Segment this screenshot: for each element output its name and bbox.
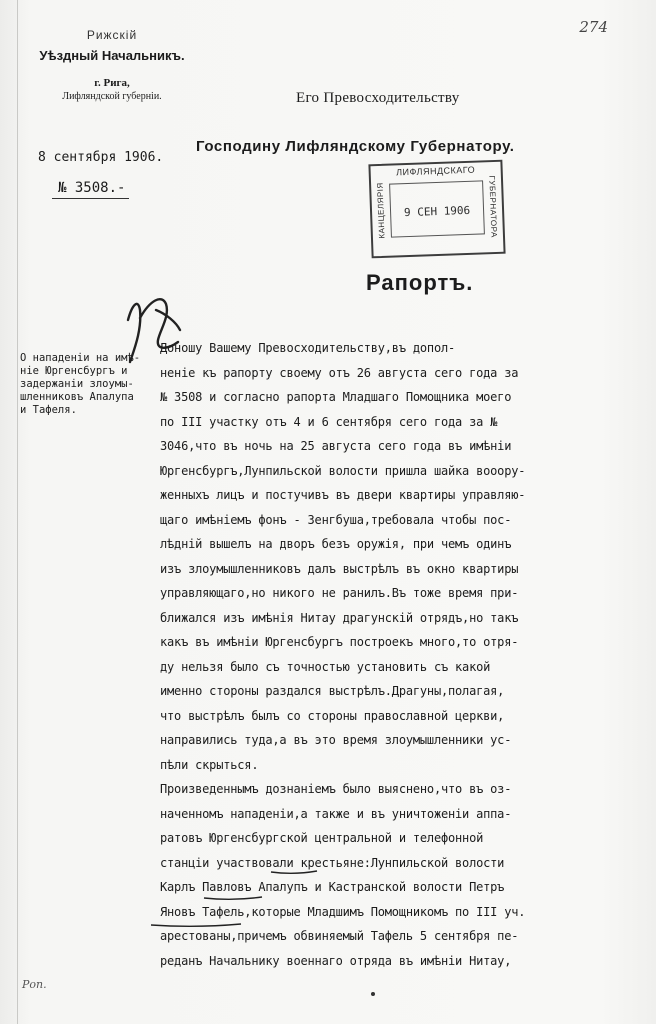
margin-rule — [17, 0, 18, 1024]
body-line: арестованы,причемъ обвиняемый Тафель 5 сентября пе- — [160, 929, 519, 943]
body-line: наченномъ нападеніи,а также и въ уничтоженіи аппа- — [160, 806, 512, 821]
body-line: что выстрѣлъ былъ со стороны православной церкви, — [160, 708, 505, 723]
addressee-line-2: Господину Лифляндскому Губернатору. — [196, 138, 515, 155]
ink-underline — [150, 922, 242, 928]
stamp-right-text: ГУБЕРНАТОРА — [487, 175, 499, 238]
letterhead-office: Уѣздный Начальникъ. — [39, 48, 185, 63]
ink-underline — [270, 869, 318, 875]
body-line: пѣли скрыться. — [160, 757, 259, 772]
body-line: Карлъ Павловъ Апалупъ и Кастранской волости Петръ — [160, 880, 505, 894]
body-line: какъ въ имѣніи Юргенсбургъ построекъ много,то отря- — [160, 635, 519, 649]
stamp-inner-frame — [389, 180, 485, 237]
body-line: ду нельзя было съ точностью установить съ какой — [160, 659, 491, 674]
body-line: именно стороны раздался выстрѣлъ.Драгуны,полагая, — [160, 684, 505, 698]
body-line: 3046,что въ ночь на 25 августа сего года въ имѣніи — [160, 439, 512, 453]
body-line: по III участку отъ 4 и 6 сентября сего года за № — [160, 414, 498, 429]
report-body — [160, 336, 620, 973]
letterhead-province: Лифляндской губерніи. — [62, 91, 162, 102]
body-line: № 3508 и согласно рапорта Младшаго Помощника моего — [160, 390, 512, 404]
body-line: станціи участвовали крестьяне:Лунпильской волости — [160, 855, 505, 870]
faint-background-stamp — [180, 220, 330, 250]
receipt-stamp — [368, 160, 505, 259]
body-line: Произведеннымъ дознаніемъ было выяснено,что въ оз- — [160, 782, 512, 796]
margin-note-line: задержаніи злоумы- — [20, 378, 134, 390]
report-title: Рапортъ. — [366, 270, 474, 295]
body-line: лѣдній вышелъ на дворъ безъ оружія, при чемъ одинъ — [160, 537, 512, 551]
pencil-note: Роп. — [22, 978, 47, 991]
stamp-top-text: ЛИФЛЯНДСКАГО — [395, 164, 476, 178]
stamp-left-text: КАНЦЕЛЯРІЯ — [375, 182, 387, 239]
margin-note-line: и Тафеля. — [20, 404, 77, 416]
ink-dot — [371, 992, 375, 996]
page-number: 274 — [579, 18, 608, 36]
margin-note-line: ніе Юргенсбургъ и — [20, 365, 128, 377]
body-line: Доношу Вашему Превосходительству,въ допол- — [160, 341, 456, 355]
body-line: женныхъ лицъ и постучивъ въ двери квартиры управляю- — [160, 488, 526, 502]
letterhead-district: Рижскій — [86, 28, 138, 42]
body-line: ратовъ Юргенсбургской центральной и телефонной — [160, 831, 484, 845]
body-line: щаго имѣніемъ фонъ - Зенгбуша,требовала чтобы пос- — [160, 512, 512, 527]
body-line: изъ злоумышленниковъ далъ выстрѣлъ въ окно квартиры — [160, 561, 519, 576]
letterhead-city: г. Рига, — [94, 77, 130, 89]
letterhead — [22, 28, 202, 102]
margin-note — [20, 352, 142, 417]
body-line: Юргенсбургъ,Лунпильской волости пришла шайка вооору- — [160, 463, 526, 478]
body-line: ближался изъ имѣнія Нитау драгунскій отрядъ,но такъ — [160, 610, 519, 625]
body-line: неніе къ рапорту своему отъ 26 августа сего года за — [160, 365, 519, 380]
margin-note-line: О нападеніи на имѣ- — [20, 352, 141, 364]
document-date: 8 сентября 1906. — [38, 150, 164, 165]
body-line: реданъ Начальнику военнаго отряда въ имѣніи Нитау, — [160, 953, 512, 968]
ink-underline — [203, 895, 263, 901]
addressee-line-1: Его Превосходительству — [296, 90, 460, 106]
body-line: направились туда,а въ это время злоумышленники ус- — [160, 733, 512, 747]
document-number: № 3508.- — [58, 180, 126, 196]
body-line: Яновъ Тафель,которые Младшимъ Помощникомъ по III уч. — [160, 904, 526, 919]
margin-note-line: шленниковъ Апалупа — [20, 391, 134, 403]
stamp-date: 9 СЕН 1906 — [403, 203, 471, 220]
body-line: управляющаго,но никого не ранилъ.Въ тоже время при- — [160, 586, 519, 600]
